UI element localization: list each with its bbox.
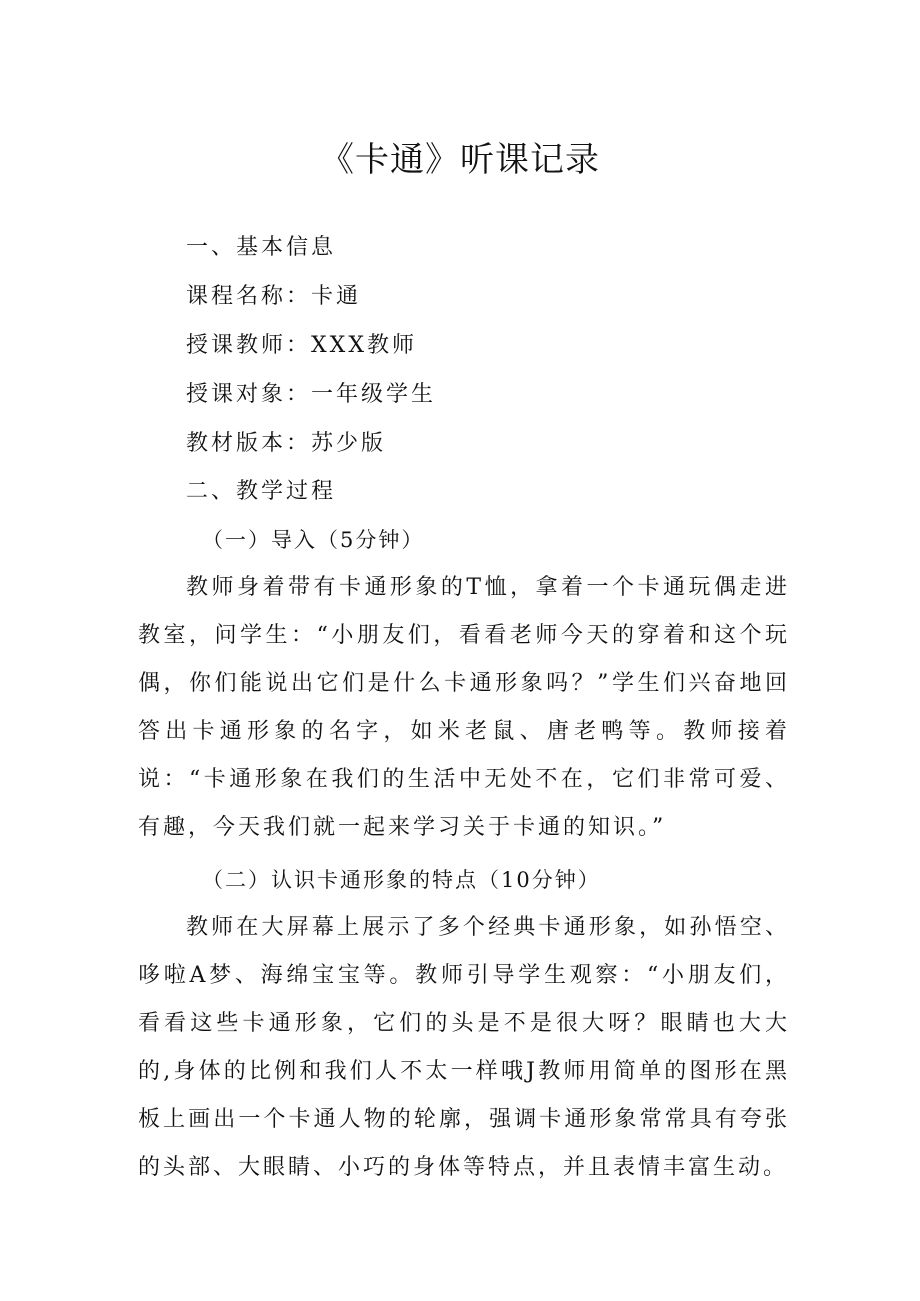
paragraph-intro: 教师身着带有卡通形象的T恤，拿着一个卡通玩偶走进教室，问学生：“小朋友们，看看老师今天的穿着和这个玩偶，你们能说出它们是什么卡通形象吗？”学生们兴奋地回答出卡通形象的名字，如米老鼠、唐老鸭等。教师接着说：“卡通形象在我们的生活中无处不在，它们非常可爱、有趣，今天我们就一起来学习关于卡通的知识。” bbox=[138, 575, 790, 840]
subsection-heading-features: （二）认识卡通形象的特点（10分钟） bbox=[202, 868, 601, 892]
document-title: 《卡通》听课记录 bbox=[320, 140, 600, 180]
teacher-line: 授课教师：XXX教师 bbox=[186, 333, 417, 358]
audience-line: 授课对象：一年级学生 bbox=[186, 382, 437, 407]
course-name-line: 课程名称：卡通 bbox=[186, 284, 362, 309]
section-heading-teaching-process: 二、教学过程 bbox=[186, 479, 337, 504]
subsection-heading-intro: （一）导入（5分钟） bbox=[202, 528, 425, 552]
paragraph-features: 教师在大屏幕上展示了多个经典卡通形象，如孙悟空、哆啦A梦、海绵宝宝等。教师引导学生观察：“小朋友们，看看这些卡通形象，它们的头是不是很大呀？眼睛也大大的,身体的比例和我们人不太一样哦J教师用简单的图形在黑板上画出一个卡通人物的轮廓，强调卡通形象常常具有夸张的头部、大眼睛、小巧的身体等特点，并且表情丰富生动。 bbox=[138, 915, 790, 1180]
section-heading-basic-info: 一、基本信息 bbox=[186, 235, 337, 260]
textbook-line: 教材版本：苏少版 bbox=[186, 431, 387, 456]
